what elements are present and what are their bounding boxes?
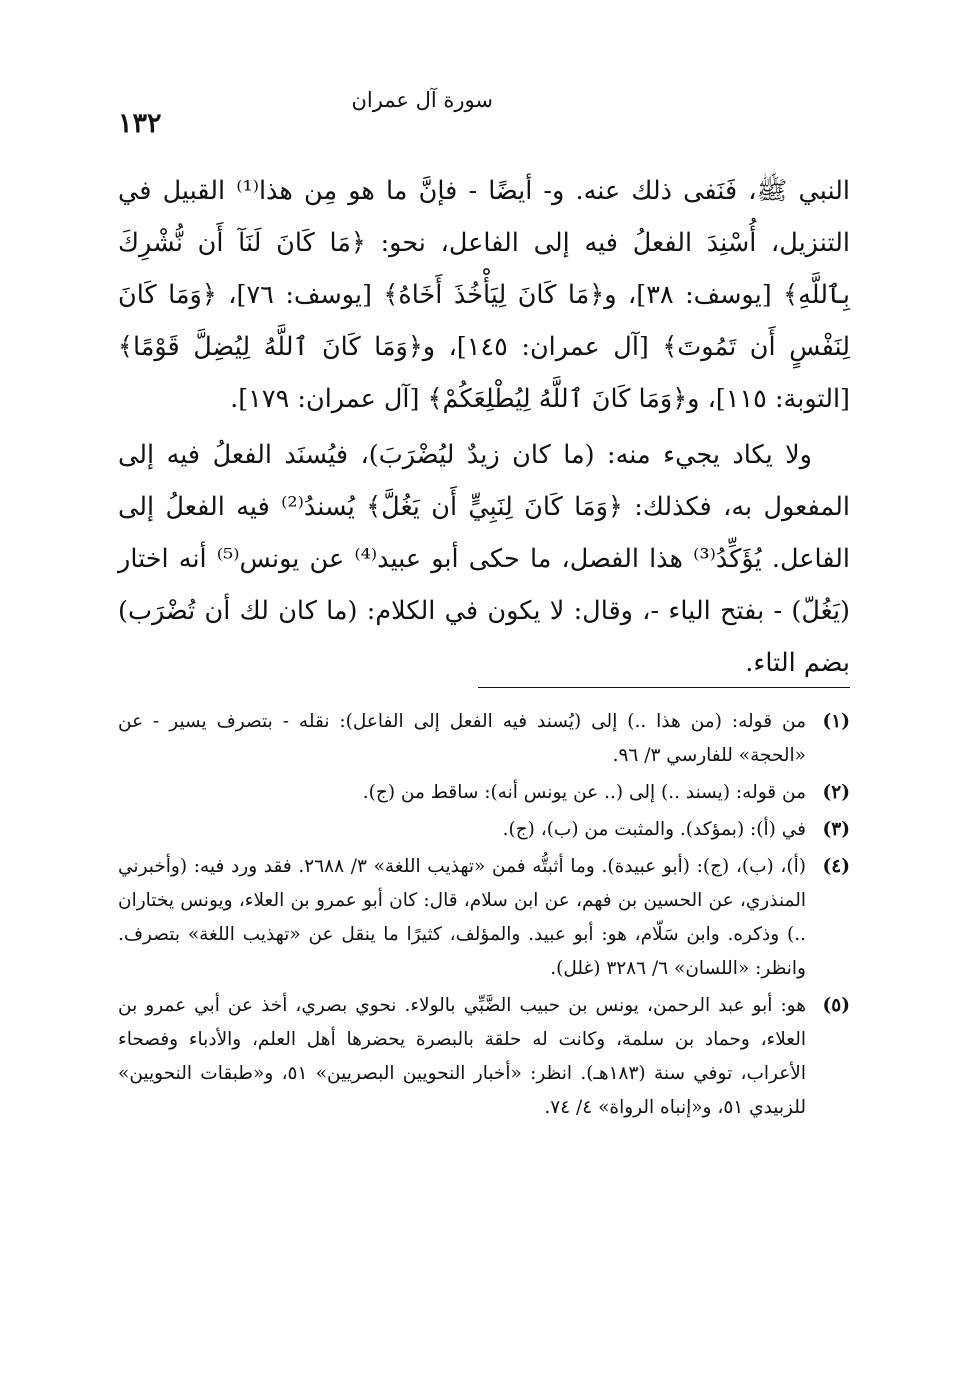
footnote-number: (٣) — [822, 819, 850, 840]
footnote-number: (١) — [822, 711, 850, 732]
footnote-item — [118, 813, 850, 847]
paragraph-2: ولا يكاد يجيء منه: (ما كان زيدٌ ليُضْرَبَ)، فيُسنَد الفعلُ فيه إلى المفعول به، فكذلك: ﴿وَمَا كَانَ لِنَبِيٍّ أَن يَغُلَّ﴾ يُسندُ⁽²⁾ فيه الفعلُ إلى الفاعل. يُؤَكِّدُ⁽³⁾ هذا الفصل، ما حكى أبو عبيد⁽⁴⁾ عن يونس⁽⁵⁾ أنه اختار (يَغُلّ) - بفتح الياء -، وقال: لا يكون في الكلام: (ما كان لك أن تُضْرَب) بضم التاء. — [118, 440, 850, 678]
footnote-item — [118, 776, 850, 810]
footnote-number: (٤) — [822, 856, 850, 877]
page-number: ١٣٢ — [118, 108, 162, 139]
footnote-item — [118, 850, 850, 986]
footnote-text: في (أ): (بمؤكد). والمثبت من (ب)، (ج). — [502, 819, 806, 840]
footnote-text: هو: أبو عبد الرحمن، يونس بن حبيب الضَّبِّي بالولاء. نحوي بصري، أخذ عن أبي عمرو بن العلاء، وحماد بن سلمة، وكانت له حلقة بالبصرة يحضرها أهل العلم، والأدباء وفصحاء الأعراب، توفي سنة (١٨٣هـ). انظر: «أخبار النحويين البصريين» ٥١، و«طبقات النحويين» للزبيدي ٥١، و«إنباه الرواة» ٤/ ٧٤. — [118, 995, 806, 1118]
footnote-text: (أ)، (ب)، (ج): (أبو عبيدة). وما أثبتُّه فمن «تهذيب اللغة» ٣/ ٢٦٨٨. فقد ورد فيه: (وأخبرني المنذري، عن الحسين بن فهم، عن ابن سلام، قال: كان أبو عمرو بن العلاء، ويونس يختاران ..) وذكره. وابن سَلّام، هو: أبو عبيد. والمؤلف، كثيرًا ما ينقل عن «تهذيب اللغة» بتصرف. وانظر: «اللسان» ٦/ ٣٢٨٦ (غلل). — [118, 856, 806, 979]
footnote-separator — [478, 687, 850, 688]
main-text — [118, 165, 850, 689]
footnote-item — [118, 705, 850, 773]
footnote-text: من قوله: (من هذا ..) إلى (يُسند فيه الفعل إلى الفاعل): نقله - بتصرف يسير - عن «الحجة» للفارسي ٣/ ٩٦. — [118, 711, 806, 766]
footnote-item — [118, 989, 850, 1125]
surah-title: سورة آل عمران — [351, 88, 493, 112]
footnote-number: (٥) — [822, 995, 850, 1016]
footnotes — [118, 705, 850, 1128]
running-header — [118, 88, 850, 148]
footnote-number: (٢) — [822, 782, 850, 803]
footnote-text: من قوله: (يسند ..) إلى (.. عن يونس أنه): ساقط من (ج). — [362, 782, 806, 803]
paragraph-1: النبي ﷺ، فَنَفى ذلك عنه. و- أيضًا - فإنَّ ما هو مِن هذا⁽¹⁾ القبيل في التنزيل، أُسْنِدَ الفعلُ فيه إلى الفاعل، نحو: ﴿مَا كَانَ لَنَآ أَن نُّشْرِكَ بِٱللَّهِ﴾ [يوسف: ٣٨]، و﴿مَا كَانَ لِيَأْخُذَ أَخَاهُ﴾ [يوسف: ٧٦]، ﴿وَمَا كَانَ لِنَفْسٍ أَن تَمُوتَ﴾ [آل عمران: ١٤٥]، و﴿وَمَا كَانَ ٱللَّهُ لِيُضِلَّ قَوْمًا﴾ [التوبة: ١١٥]، و﴿وَمَا كَانَ ٱللَّهُ لِيُطْلِعَكُمْ﴾ [آل عمران: ١٧٩]. — [118, 176, 851, 414]
